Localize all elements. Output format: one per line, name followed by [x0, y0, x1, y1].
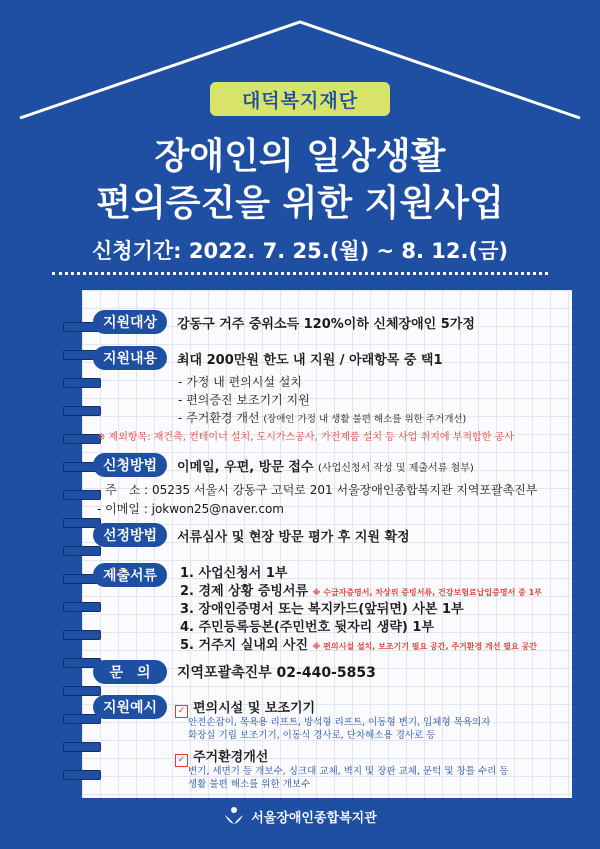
section-text: 강동구 거주 중위소득 120%이하 신체장애인 5가정 [177, 316, 475, 332]
content-item-note: (장애인 가정 내 생활 불편 해소를 위한 주거개선) [263, 414, 467, 425]
address-label: - 주 소 : [97, 483, 149, 497]
doc-item: 2. 경제 상황 증빙서류 ※ 수급자증명서, 차상위 증빙서류, 건강보험료납입증명서 중 1부 [180, 584, 542, 599]
section-docs [93, 563, 177, 587]
binder-ring [63, 770, 101, 780]
checkbox-icon: ✓ [175, 754, 188, 767]
section-tag: 신청방법 [93, 453, 167, 477]
binder-ring [63, 378, 101, 388]
example-category-1: ✓ 편의시설 및 보조기기 [175, 697, 315, 718]
footer-text: 서울장애인종합복지관 [251, 810, 377, 826]
content-item: - 가정 내 편의시설 설치 [178, 375, 302, 389]
doc-item: 1. 사업신청서 1부 [180, 566, 288, 581]
binder-ring [63, 630, 101, 640]
binder-ring [63, 434, 101, 444]
doc-item: 4. 주민등록등본(주민번호 뒷자리 생략) 1부 [180, 620, 434, 635]
exclusion-note: ※ 제외항목: 재건축, 컨테이너 설치, 도시가스공사, 가전제품 설치 등 사업 취지에 부적합한 공사 [97, 432, 514, 443]
doc-item: 3. 장애인증명서 또는 복지카드(앞뒤면) 사본 1부 [180, 602, 464, 617]
section-tag: 지원예시 [93, 695, 167, 719]
email-label: - 이메일 : [97, 502, 148, 516]
example-line: 생활 불편 해소를 위한 개보수 [188, 779, 311, 790]
section-text: 이메일, 우편, 방문 접수 (사업신청서 작성 및 제출서류 첨부) [177, 459, 474, 475]
example-category-2: ✓ 주거환경개선 [175, 746, 268, 767]
section-contact [93, 660, 376, 684]
section-content [93, 346, 443, 370]
application-period: 신청기간: 2022. 7. 25.(월) ~ 8. 12.(금) [92, 239, 508, 263]
section-target [93, 310, 475, 334]
example-line: 변기, 세면기 등 개보수, 싱크대 교체, 벽지 및 장판 교체, 문턱 및 창틀 수리 등 [188, 766, 509, 777]
doc-note: ※ 편의시설 설치, 보조기기 필요 공간, 주거환경 개선 필요 공간 [312, 642, 537, 651]
binder-ring [63, 742, 101, 752]
contact-text: 지역포괄촉진부 02-440-5853 [177, 665, 376, 681]
binder-ring [63, 490, 101, 500]
section-tag: 지원내용 [93, 346, 167, 370]
content-item: - 편의증진 보조기기 지원 [178, 393, 310, 407]
section-tag: 선정방법 [93, 523, 167, 547]
doc-item: 5. 거주지 실내외 사진 ※ 편의시설 설치, 보조기기 필요 공간, 주거환경 개선 필요 공간 [180, 638, 537, 653]
title-line-2: 편의증진을 위한 지원사업 [96, 183, 504, 224]
section-tag: 문 의 [93, 660, 167, 684]
content-item: - 주거환경 개선 (장애인 가정 내 생활 불편 해소를 위한 주거개선) [178, 411, 467, 425]
address-line [97, 481, 537, 498]
example-line: 화장실 기립 보조기기, 이동식 경사로, 단차해소용 경사로 등 [188, 730, 436, 741]
binder-ring [63, 406, 101, 416]
section-text: 서류심사 및 현장 방문 평가 후 지원 확정 [177, 529, 410, 545]
badge-text: 대덕복지재단 [241, 89, 359, 112]
footer [0, 806, 600, 826]
title-line-1: 장애인의 일상생활 [154, 136, 446, 177]
section-examples [93, 695, 177, 719]
section-tag: 제출서류 [93, 563, 167, 587]
foundation-badge [210, 82, 390, 116]
binder-ring [63, 546, 101, 556]
section-text: 최대 200만원 한도 내 지원 / 아래항목 중 택1 [177, 352, 443, 368]
section-apply [93, 453, 474, 477]
apply-note: (사업신청서 작성 및 제출서류 첨부) [318, 462, 474, 474]
doc-note: ※ 수급자증명서, 차상위 증빙서류, 건강보험료납입증명서 중 1부 [312, 588, 542, 597]
example-line: 안전손잡이, 목욕용 리프트, 방석형 리프트, 이동형 변기, 입체형 목욕의자 [188, 717, 491, 728]
welfare-center-logo-icon [223, 806, 245, 826]
address-value: 05235 서울시 강동구 고덕로 201 서울장애인종합복지관 지역포괄촉진부 [152, 483, 538, 497]
section-select [93, 523, 410, 547]
dotted-divider [52, 272, 548, 275]
binder-ring [63, 602, 101, 612]
section-tag: 지원대상 [93, 310, 167, 334]
email-line [97, 500, 284, 517]
checkbox-icon: ✓ [175, 705, 188, 718]
email-value[interactable]: jokwon25@naver.com [151, 502, 284, 516]
roof-outline [0, 0, 600, 140]
